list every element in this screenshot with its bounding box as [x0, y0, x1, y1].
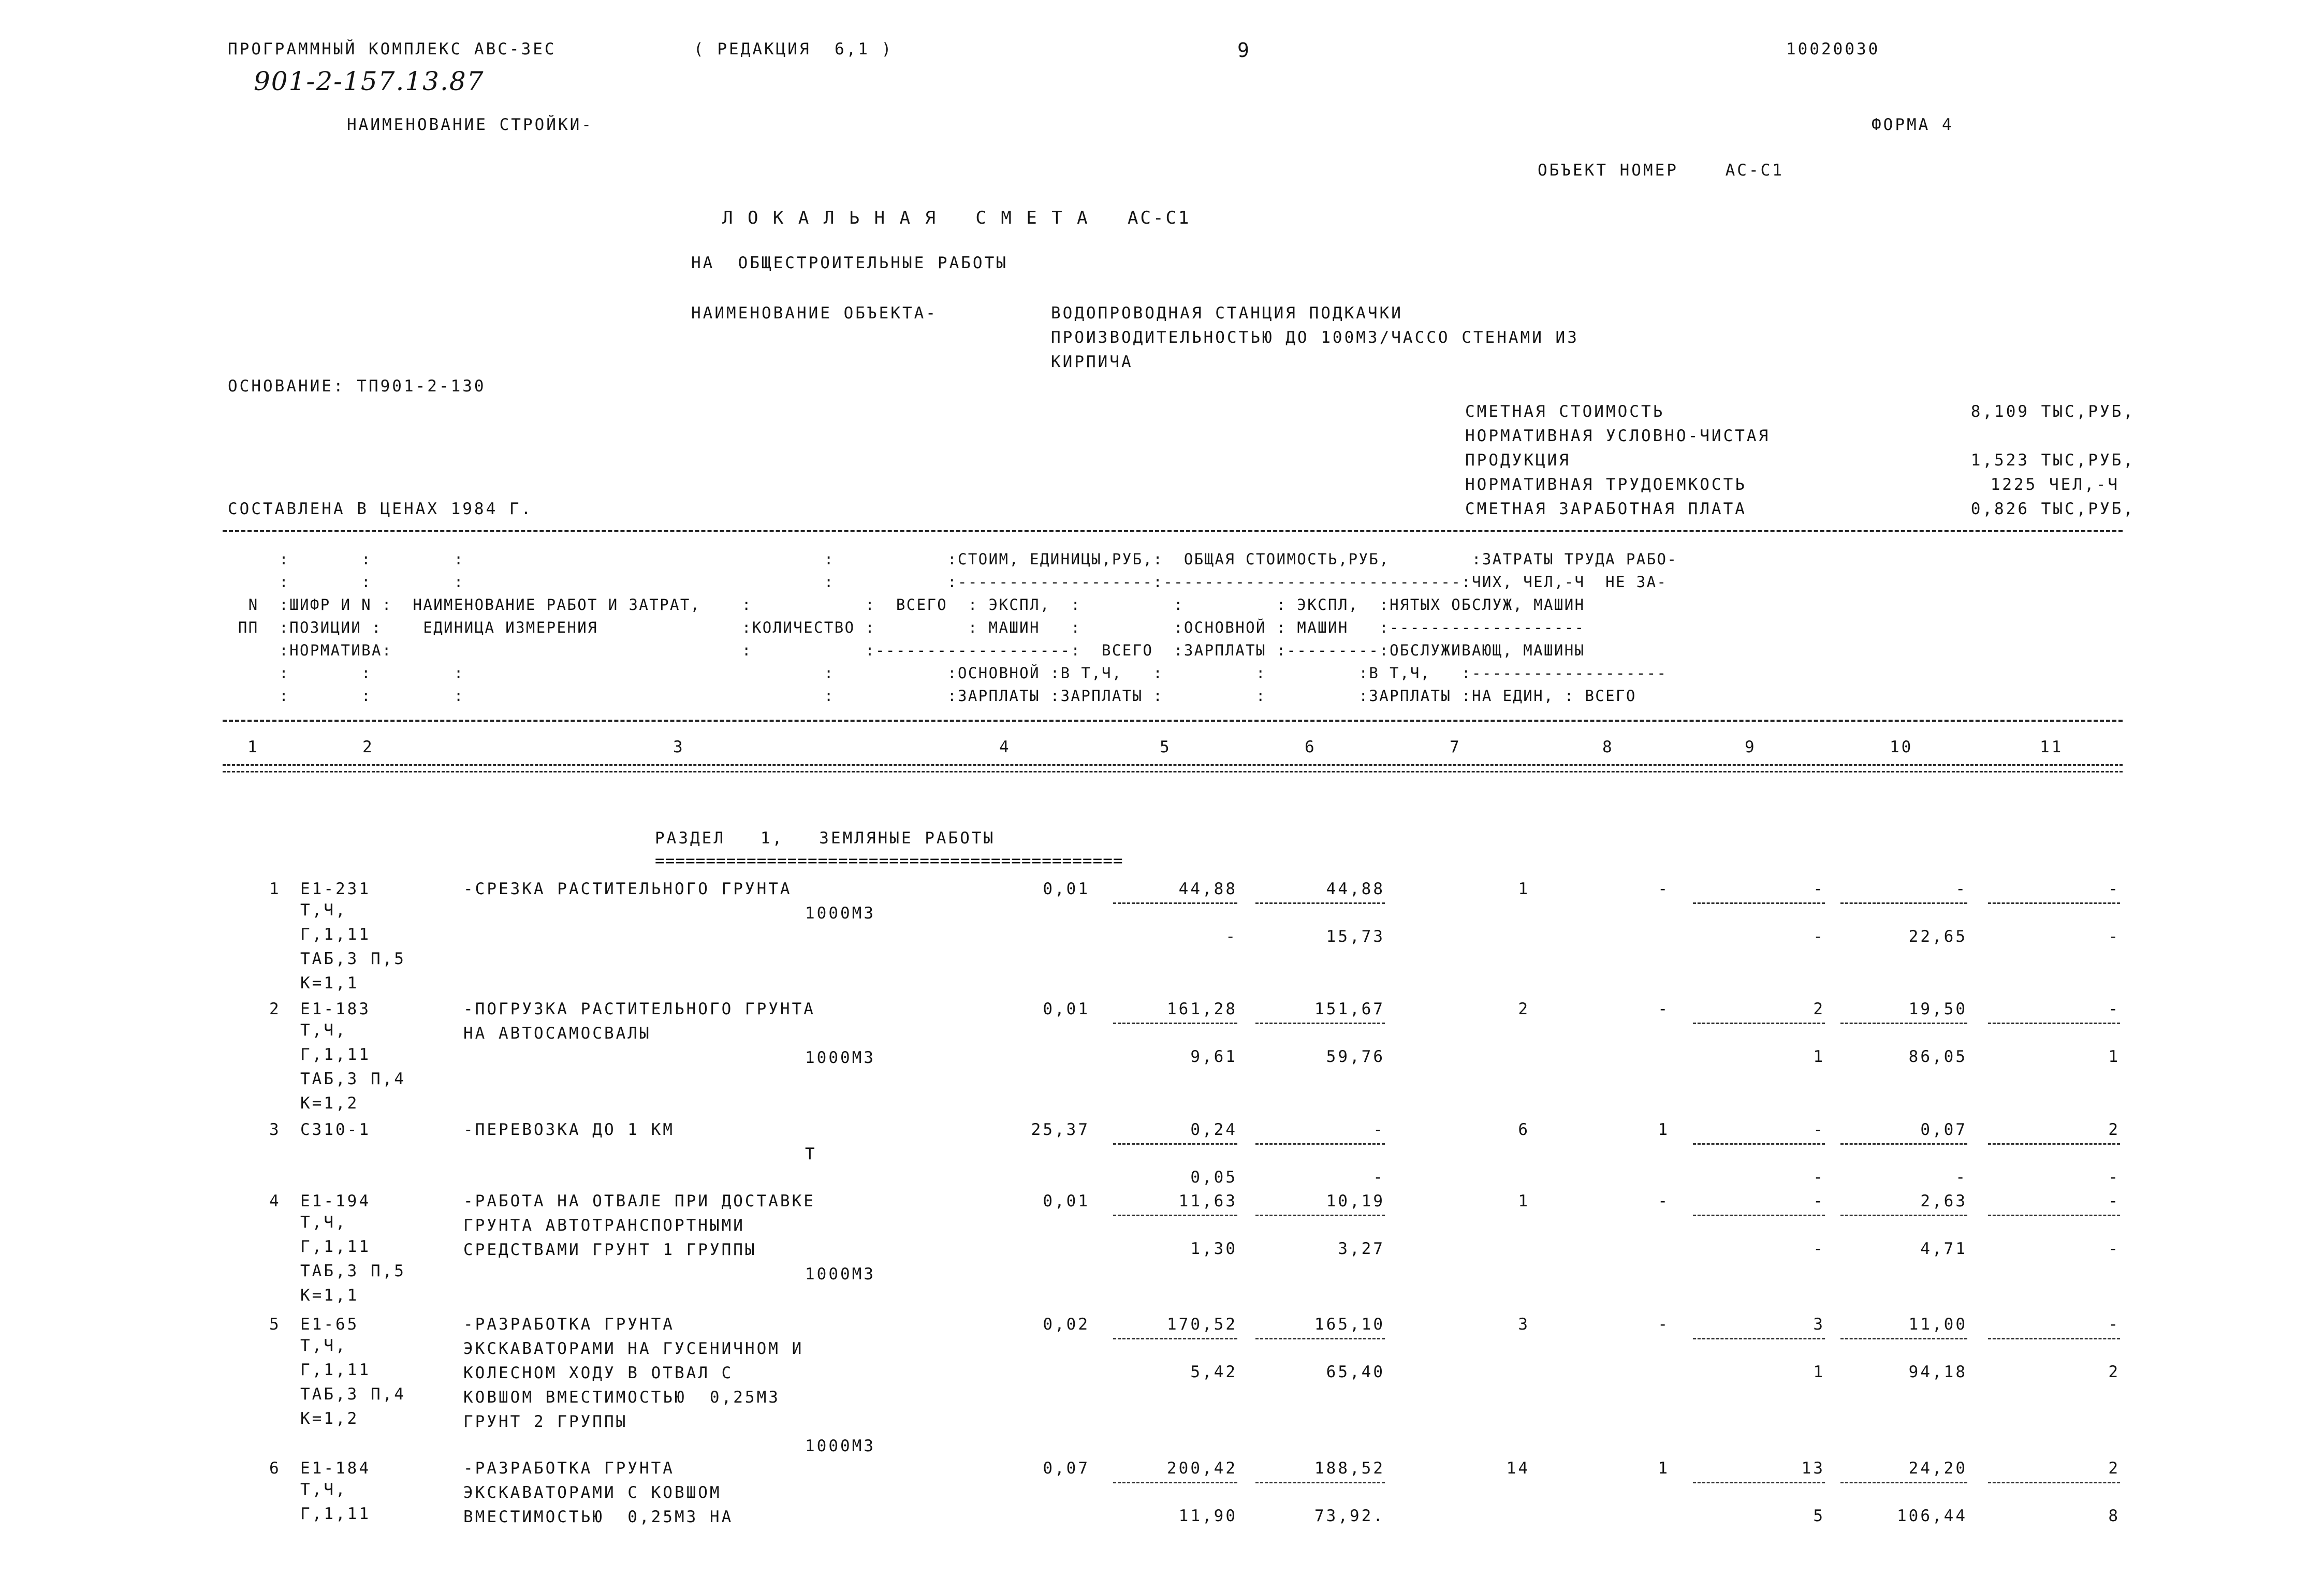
machine-wages: - — [1813, 1239, 1825, 1258]
summary-label: СМЕТНАЯ СТОИМОСТЬ — [1465, 402, 1665, 421]
summary-label: СМЕТНАЯ ЗАРАБОТНАЯ ПЛАТА — [1465, 500, 1747, 518]
document-code: 10020030 — [1786, 40, 1880, 59]
cell-divider — [1255, 1143, 1385, 1145]
machine-labour-total: - — [2108, 1239, 2120, 1258]
quantity: 0,01 — [1043, 1192, 1090, 1210]
row-number: 4 — [269, 1192, 281, 1210]
work-name: ЭКСКАВАТОРАМИ С КОВШОМ — [463, 1483, 722, 1502]
cell-divider — [1255, 1215, 1385, 1216]
norm-note: Г,1,11 — [300, 1237, 371, 1256]
unit-cost-machines: 188,52 — [1314, 1459, 1385, 1478]
cell-divider — [1693, 1338, 1825, 1339]
row-number: 6 — [269, 1459, 281, 1478]
row-number: 1 — [269, 880, 281, 898]
cell-divider — [1113, 1143, 1237, 1145]
norm-note: ТАБ,3 П,5 — [300, 1262, 406, 1280]
row-number: 5 — [269, 1315, 281, 1334]
work-name: ЭКСКАВАТОРАМИ НА ГУСЕНИЧНОМ И — [463, 1339, 804, 1358]
cell-divider — [1693, 1143, 1825, 1145]
unit-machine-wages: - — [1373, 1168, 1385, 1187]
cell-divider — [1693, 1215, 1825, 1216]
machine-labour-per-unit: 22,65 — [1908, 927, 1967, 946]
table-header-rule — [223, 720, 2123, 722]
unit-cost-total: 170,52 — [1167, 1315, 1237, 1334]
norm-note: Т,Ч, — [300, 901, 347, 920]
machine-wages: 1 — [1813, 1363, 1825, 1381]
total-cost: 1 — [1518, 1192, 1530, 1210]
column-number: 2 — [362, 738, 374, 756]
object-name-line-1: ВОДОПРОВОДНАЯ СТАНЦИЯ ПОДКАЧКИ — [1051, 304, 1403, 323]
summary-label: НОРМАТИВНАЯ УСЛОВНО-ЧИСТАЯ — [1465, 427, 1771, 445]
work-name: КОЛЕСНОМ ХОДУ В ОТВАЛ С — [463, 1364, 734, 1382]
work-name: ГРУНТ 2 ГРУППЫ — [463, 1412, 628, 1431]
quantity: 0,07 — [1043, 1459, 1090, 1478]
table-header-line: N :ШИФР И N : НАИМЕНОВАНИЕ РАБОТ И ЗАТРАТ, : : ВСЕГО : ЭКСПЛ, : : : ЭКСПЛ, :НЯТЫХ ОБСЛУЖ, МАШИН — [228, 596, 1585, 614]
edition: ( РЕДАКЦИЯ 6,1 ) — [694, 40, 894, 59]
cell-divider — [1255, 1023, 1385, 1024]
machine-labour-total: 8 — [2108, 1507, 2120, 1525]
column-number: 7 — [1450, 738, 1461, 756]
column-number: 8 — [1602, 738, 1614, 756]
total-cost: 1 — [1518, 880, 1530, 898]
quantity: 0,01 — [1043, 1000, 1090, 1018]
row-number: 2 — [269, 1000, 281, 1018]
norm-note: Т,Ч, — [300, 1213, 347, 1232]
unit-cost-machines: 165,10 — [1314, 1315, 1385, 1334]
norm-note: К=1,1 — [300, 1286, 359, 1305]
machine-labour-per-unit: 86,05 — [1908, 1047, 1967, 1066]
cell-divider — [1840, 1023, 1967, 1024]
work-name: КОВШОМ ВМЕСТИМОСТЬЮ 0,25М3 — [463, 1388, 780, 1407]
unit-machine-wages: 15,73 — [1326, 927, 1385, 946]
works-type: НА ОБЩЕСТРОИТЕЛЬНЫЕ РАБОТЫ — [691, 254, 1008, 272]
program-name: ПРОГРАММНЫЙ КОМПЛЕКС АВС-ЗЕС — [228, 40, 557, 59]
column-number: 5 — [1160, 738, 1172, 756]
summary-value: 8,109 ТЫС,РУБ, — [1970, 402, 2135, 421]
cell-divider — [1255, 1338, 1385, 1339]
table-header-line: ПП :ПОЗИЦИИ : ЕДИНИЦА ИЗМЕРЕНИЯ :КОЛИЧЕСТВО : : МАШИН : :ОСНОВНОЙ : МАШИН :------------------- — [228, 619, 1585, 636]
norm-code: Е1-183 — [300, 1000, 371, 1018]
work-name: -РАБОТА НА ОТВАЛЕ ПРИ ДОСТАВКЕ — [463, 1192, 815, 1210]
object-name-line-2: ПРОИЗВОДИТЕЛЬНОСТЬЮ ДО 100М3/ЧАССО СТЕНАМИ ИЗ — [1051, 328, 1579, 347]
price-basis: СОСТАВЛЕНА В ЦЕНАХ 1984 Г. — [228, 500, 533, 518]
cell-divider — [1113, 1338, 1237, 1339]
norm-note: ТАБ,3 П,5 — [300, 950, 406, 968]
construction-label: НАИМЕНОВАНИЕ СТРОЙКИ- — [347, 115, 593, 134]
table-top-rule — [223, 530, 2123, 532]
work-name: ВМЕСТИМОСТЬЮ 0,25М3 НА — [463, 1508, 734, 1526]
column-number: 3 — [673, 738, 685, 756]
cell-divider — [1840, 1338, 1967, 1339]
total-cost: 6 — [1518, 1120, 1530, 1139]
column-number: 6 — [1305, 738, 1317, 756]
work-name: -СРЕЗКА РАСТИТЕЛЬНОГО ГРУНТА — [463, 880, 792, 898]
total-cost: 3 — [1518, 1315, 1530, 1334]
unit-base-wages: 11,90 — [1178, 1507, 1237, 1525]
unit-cost-machines: - — [1373, 1120, 1385, 1139]
unit-cost-total: 44,88 — [1178, 880, 1237, 898]
page-number: 9 — [1237, 39, 1251, 62]
table-header-line: : : : : :СТОИМ, ЕДИНИЦЫ,РУБ,: ОБЩАЯ СТОИМОСТЬ,РУБ, :ЗАТРАТЫ ТРУДА РАБО- — [228, 550, 1678, 568]
labour-per-unit: 24,20 — [1908, 1459, 1967, 1478]
norm-code: Е1-184 — [300, 1459, 371, 1478]
machine-labour-per-unit: - — [1955, 1168, 1967, 1187]
labour-total: - — [2108, 1192, 2120, 1210]
work-name: -ПОГРУЗКА РАСТИТЕЛЬНОГО ГРУНТА — [463, 1000, 815, 1018]
unit-cost-total: 11,63 — [1178, 1192, 1237, 1210]
cell-divider — [1693, 1482, 1825, 1483]
machine-cost: - — [1813, 880, 1825, 898]
summary-value: 1225 ЧЕЛ,-Ч — [1990, 475, 2120, 494]
section-underline: ============================================== — [655, 852, 1123, 870]
cell-divider — [1693, 902, 1825, 904]
machine-cost: 2 — [1813, 1000, 1825, 1018]
cell-divider — [1840, 1215, 1967, 1216]
table-header-line: :НОРМАТИВА: : :-------------------: ВСЕГО :ЗАРПЛАТЫ :---------:ОБСЛУЖИВАЮЩ, МАШИНЫ — [228, 641, 1585, 659]
cell-divider — [1988, 902, 2120, 904]
unit-base-wages: 0,05 — [1190, 1168, 1237, 1187]
machine-labour-total: - — [2108, 927, 2120, 946]
norm-note: Т,Ч, — [300, 1480, 347, 1499]
machine-labour-per-unit: 4,71 — [1920, 1239, 1967, 1258]
section-title: РАЗДЕЛ 1, ЗЕМЛЯНЫЕ РАБОТЫ — [655, 829, 996, 848]
unit-cost-total: 0,24 — [1190, 1120, 1237, 1139]
cell-divider — [1113, 1023, 1237, 1024]
unit-machine-wages: 3,27 — [1338, 1239, 1385, 1258]
machine-cost: - — [1813, 1120, 1825, 1139]
work-name: -ПЕРЕВОЗКА ДО 1 КМ — [463, 1120, 675, 1139]
base-wages: - — [1658, 1192, 1670, 1210]
base-wages: - — [1658, 1000, 1670, 1018]
object-name-line-3: КИРПИЧА — [1051, 353, 1133, 371]
summary-label: ПРОДУКЦИЯ — [1465, 451, 1571, 470]
column-number: 11 — [2040, 738, 2064, 756]
quantity: 0,02 — [1043, 1315, 1090, 1334]
labour-per-unit: 0,07 — [1920, 1120, 1967, 1139]
unit-cost-machines: 10,19 — [1326, 1192, 1385, 1210]
norm-note: ТАБ,3 П,4 — [300, 1385, 406, 1404]
cell-divider — [1988, 1338, 2120, 1339]
machine-labour-total: - — [2108, 1168, 2120, 1187]
cell-divider — [1840, 902, 1967, 904]
base-wages: - — [1658, 1315, 1670, 1334]
table-header-line: : : : : :ЗАРПЛАТЫ :ЗАРПЛАТЫ : : :ЗАРПЛАТЫ :НА ЕДИН, : ВСЕГО — [228, 687, 1636, 705]
document-title: Л О К А Л Ь Н А Я С М Е Т А АС-С1 — [722, 208, 1191, 228]
column-number: 1 — [247, 738, 259, 756]
form-number: ФОРМА 4 — [1872, 115, 1954, 134]
summary-value: 0,826 ТЫС,РУБ, — [1970, 500, 2135, 518]
summary-label: НОРМАТИВНАЯ ТРУДОЕМКОСТЬ — [1465, 475, 1747, 494]
unit-machine-wages: 59,76 — [1326, 1047, 1385, 1066]
machine-labour-total: 1 — [2108, 1047, 2120, 1066]
norm-code: Е1-194 — [300, 1192, 371, 1210]
column-number: 4 — [999, 738, 1011, 756]
cell-divider — [1113, 902, 1237, 904]
handwritten-reference: 901-2-157.13.87 — [254, 66, 485, 96]
cell-divider — [1840, 1482, 1967, 1483]
unit: 1000М3 — [805, 904, 875, 923]
unit-cost-total: 200,42 — [1167, 1459, 1237, 1478]
cell-divider — [1988, 1143, 2120, 1145]
unit-base-wages: 1,30 — [1190, 1239, 1237, 1258]
unit-cost-machines: 44,88 — [1326, 880, 1385, 898]
machine-wages: 5 — [1813, 1507, 1825, 1525]
machine-labour-per-unit: 94,18 — [1908, 1363, 1967, 1381]
cell-divider — [1693, 1023, 1825, 1024]
cell-divider — [1113, 1482, 1237, 1483]
cell-divider — [1988, 1482, 2120, 1483]
labour-per-unit: 19,50 — [1908, 1000, 1967, 1018]
machine-cost: 13 — [1801, 1459, 1825, 1478]
norm-note: Т,Ч, — [300, 1336, 347, 1355]
work-name: -РАЗРАБОТКА ГРУНТА — [463, 1459, 675, 1478]
unit: Т — [805, 1145, 817, 1163]
base-wages: 1 — [1658, 1120, 1670, 1139]
labour-per-unit: 11,00 — [1908, 1315, 1967, 1334]
work-name: ГРУНТА АВТОТРАНСПОРТНЫМИ — [463, 1216, 745, 1235]
unit-cost-machines: 151,67 — [1314, 1000, 1385, 1018]
norm-note: ТАБ,3 П,4 — [300, 1070, 406, 1088]
unit-cost-total: 161,28 — [1167, 1000, 1237, 1018]
norm-note: Г,1,11 — [300, 925, 371, 944]
quantity: 0,01 — [1043, 880, 1090, 898]
quantity: 25,37 — [1031, 1120, 1090, 1139]
machine-wages: - — [1813, 927, 1825, 946]
machine-labour-total: 2 — [2108, 1363, 2120, 1381]
machine-labour-per-unit: 106,44 — [1897, 1507, 1967, 1525]
unit: 1000М3 — [805, 1437, 875, 1455]
total-cost: 2 — [1518, 1000, 1530, 1018]
table-header-line: : : : : :-------------------:-----------------------------:ЧИХ, ЧЕЛ,-Ч НЕ ЗА- — [228, 573, 1668, 591]
machine-cost: - — [1813, 1192, 1825, 1210]
total-cost: 14 — [1506, 1459, 1530, 1478]
column-number: 10 — [1890, 738, 1913, 756]
work-name: НА АВТОСАМОСВАЛЫ — [463, 1024, 651, 1043]
labour-total: - — [2108, 1315, 2120, 1334]
norm-code: Е1-231 — [300, 880, 371, 898]
norm-note: К=1,2 — [300, 1409, 359, 1428]
labour-total: 2 — [2108, 1459, 2120, 1478]
labour-total: - — [2108, 880, 2120, 898]
cell-divider — [1113, 1215, 1237, 1216]
base-wages: 1 — [1658, 1459, 1670, 1478]
unit: 1000М3 — [805, 1265, 875, 1283]
basis: ОСНОВАНИЕ: ТП901-2-130 — [228, 377, 486, 396]
norm-note: Г,1,11 — [300, 1505, 371, 1523]
unit-base-wages: 5,42 — [1190, 1363, 1237, 1381]
machine-wages: - — [1813, 1168, 1825, 1187]
norm-note: К=1,2 — [300, 1094, 359, 1113]
table-body-rule — [223, 771, 2123, 772]
norm-code: Е1-65 — [300, 1315, 359, 1334]
object-number: ОБЪЕКТ НОМЕР АС-С1 — [1538, 161, 1784, 180]
cell-divider — [1988, 1215, 2120, 1216]
table-body-rule — [223, 764, 2123, 766]
unit-machine-wages: 73,92. — [1314, 1507, 1385, 1525]
unit-base-wages: 9,61 — [1190, 1047, 1237, 1066]
unit-machine-wages: 65,40 — [1326, 1363, 1385, 1381]
norm-code: С310-1 — [300, 1120, 371, 1139]
column-number: 9 — [1745, 738, 1757, 756]
labour-per-unit: - — [1955, 880, 1967, 898]
machine-wages: 1 — [1813, 1047, 1825, 1066]
table-header-line: : : : : :ОСНОВНОЙ :В Т,Ч, : : :В Т,Ч, :------------------- — [228, 664, 1668, 682]
cell-divider — [1255, 902, 1385, 904]
summary-value: 1,523 ТЫС,РУБ, — [1970, 451, 2135, 470]
unit: 1000М3 — [805, 1048, 875, 1067]
work-name: СРЕДСТВАМИ ГРУНТ 1 ГРУППЫ — [463, 1241, 757, 1259]
machine-cost: 3 — [1813, 1315, 1825, 1334]
norm-note: Г,1,11 — [300, 1361, 371, 1379]
base-wages: - — [1658, 880, 1670, 898]
norm-note: К=1,1 — [300, 974, 359, 993]
row-number: 3 — [269, 1120, 281, 1139]
norm-note: Т,Ч, — [300, 1021, 347, 1040]
norm-note: Г,1,11 — [300, 1045, 371, 1064]
labour-per-unit: 2,63 — [1920, 1192, 1967, 1210]
object-name-label: НАИМЕНОВАНИЕ ОБЪЕКТА- — [691, 304, 938, 323]
work-name: -РАЗРАБОТКА ГРУНТА — [463, 1315, 675, 1334]
cell-divider — [1840, 1143, 1967, 1145]
labour-total: 2 — [2108, 1120, 2120, 1139]
cell-divider — [1988, 1023, 2120, 1024]
cell-divider — [1255, 1482, 1385, 1483]
unit-base-wages: - — [1225, 927, 1237, 946]
labour-total: - — [2108, 1000, 2120, 1018]
